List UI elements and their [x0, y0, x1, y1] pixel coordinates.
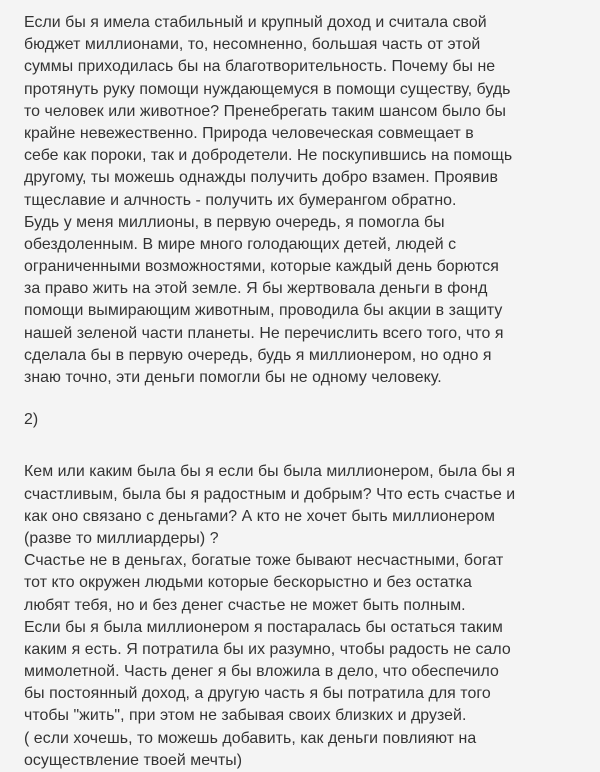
text-line: суммы приходилась бы на благотворительность. Почему бы не	[24, 58, 496, 76]
text-line: любят тебя, но и без денег счастье не может быть полным.	[24, 596, 466, 614]
text-line: Если бы я была миллионером я постаралась бы остаться таким	[24, 618, 503, 636]
text-line: чтобы "жить", при этом не забывая своих близких и друзей.	[24, 707, 467, 725]
text-line: бюджет миллионами, то, несомненно, большая часть от этой	[24, 36, 481, 54]
text-line: тщеславие и алчность - получить их бумерангом обратно.	[24, 191, 457, 209]
text-line: мимолетной. Часть денег я бы вложила в дело, что обеспечило	[24, 663, 499, 681]
text-line: знаю точно, эти деньги помогли бы не одному человеку.	[24, 369, 442, 386]
section-number: 2)	[24, 411, 39, 429]
text-line: (разве то миллиардеры) ?	[24, 529, 219, 547]
text-line: осуществление твоей мечты)	[24, 751, 243, 769]
text-line: счастливым, была бы я радостным и добрым? Что есть счастье и	[24, 485, 516, 503]
text-line: крайне невежественно. Природа человеческая совмещает в	[24, 124, 474, 142]
text-line: как оно связано с деньгами? А кто не хочет быть миллионером	[24, 507, 495, 525]
paragraph-1	[24, 12, 592, 389]
text-line: за право жить на этой земле. Я бы жертвовала деньги в фонд	[24, 280, 488, 298]
text-line: тот кто окружен людьми которые бескорыстно и без остатка	[24, 574, 472, 592]
text-line: Будь у меня миллионы, в первую очередь, я помогла бы	[24, 213, 445, 231]
text-line: Кем или каким была бы я если бы была миллионером, была бы я	[24, 463, 516, 481]
text-line: помощи вымирающим животным, проводила бы акции в защиту	[24, 302, 503, 320]
text-line: протянуть руку помощи нуждающемуся в помощи существу, будь	[24, 80, 511, 98]
text-line: ( если хочешь, то можешь добавить, как деньги повлияют на	[24, 729, 477, 747]
text-line: себе как пороки, так и добродетели. Не поскупившись на помощь	[24, 147, 513, 165]
text-line: то человек или животное? Пренебрегать таким шансом было бы	[24, 102, 507, 120]
text-line: Если бы я имела стабильный и крупный доход и считала свой	[24, 14, 487, 31]
paragraph-2	[24, 461, 592, 772]
text-line: нашей зеленой части планеты. Не перечислить всего того, что я	[24, 324, 504, 342]
paragraph-spacer	[24, 431, 592, 461]
text-line: каким я есть. Я потратила бы их разумно, чтобы радость не сало	[24, 640, 511, 658]
text-line: бы постоянный доход, а другую часть я бы потратила для того	[24, 685, 491, 703]
text-line: сделала бы в первую очередь, будь я миллионером, но одно я	[24, 346, 492, 364]
text-line: Счастье не в деньгах, богатые тоже бывают несчастными, богат	[24, 552, 504, 570]
paragraph-spacer	[24, 389, 592, 409]
text-line: другому, ты можешь однажды получить добро взамен. Проявив	[24, 169, 498, 187]
text-line: обездоленным. В мире много голодающих детей, людей с	[24, 235, 457, 253]
text-line: ограниченными возможностями, которые каждый день борются	[24, 258, 499, 276]
